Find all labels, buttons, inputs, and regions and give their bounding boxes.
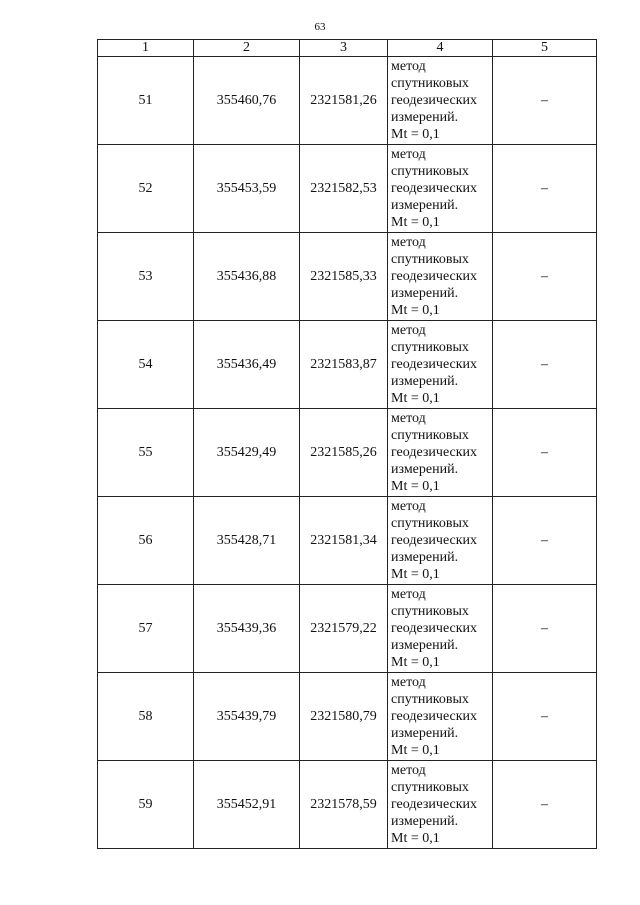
point-number-cell: 51 xyxy=(98,57,194,145)
column-5-cell: – xyxy=(493,761,597,849)
method-line: измерений. xyxy=(391,286,459,301)
method-cell xyxy=(388,585,493,673)
method-line: геодезических xyxy=(391,93,478,108)
point-number-cell: 54 xyxy=(98,321,194,409)
method-line: измерений. xyxy=(391,638,459,653)
method-cell xyxy=(388,321,493,409)
column-header-2: 2 xyxy=(194,40,300,57)
x-coordinate-cell: 355439,79 xyxy=(194,673,300,761)
table-row xyxy=(98,233,597,321)
table-row xyxy=(98,321,597,409)
method-cell xyxy=(388,673,493,761)
column-header-4: 4 xyxy=(388,40,493,57)
method-line: спутниковых xyxy=(391,340,469,355)
coordinates-table xyxy=(97,39,597,849)
y-coordinate-cell: 2321580,79 xyxy=(300,673,388,761)
point-number-cell: 53 xyxy=(98,233,194,321)
method-line: спутниковых xyxy=(391,252,469,267)
method-line: геодезических xyxy=(391,357,478,372)
method-line: спутниковых xyxy=(391,164,469,179)
method-line: Mt = 0,1 xyxy=(391,831,440,846)
method-line: Mt = 0,1 xyxy=(391,215,440,230)
column-5-cell: – xyxy=(493,585,597,673)
column-5-cell: – xyxy=(493,233,597,321)
method-line: метод xyxy=(391,235,426,250)
x-coordinate-cell: 355436,49 xyxy=(194,321,300,409)
point-number-cell: 56 xyxy=(98,497,194,585)
table-row xyxy=(98,57,597,145)
method-line: спутниковых xyxy=(391,692,469,707)
method-line: измерений. xyxy=(391,814,459,829)
y-coordinate-cell: 2321579,22 xyxy=(300,585,388,673)
column-header-3: 3 xyxy=(300,40,388,57)
method-line: геодезических xyxy=(391,181,478,196)
column-5-cell: – xyxy=(493,145,597,233)
method-line: метод xyxy=(391,411,426,426)
column-5-cell: – xyxy=(493,57,597,145)
method-line: спутниковых xyxy=(391,604,469,619)
method-line: геодезических xyxy=(391,533,478,548)
table-row xyxy=(98,673,597,761)
method-line: спутниковых xyxy=(391,428,469,443)
column-header-5: 5 xyxy=(493,40,597,57)
method-line: метод xyxy=(391,763,426,778)
point-number-cell: 52 xyxy=(98,145,194,233)
table-row xyxy=(98,585,597,673)
table-row xyxy=(98,497,597,585)
y-coordinate-cell: 2321583,87 xyxy=(300,321,388,409)
method-line: метод xyxy=(391,147,426,162)
y-coordinate-cell: 2321581,26 xyxy=(300,57,388,145)
x-coordinate-cell: 355460,76 xyxy=(194,57,300,145)
method-line: спутниковых xyxy=(391,780,469,795)
method-cell xyxy=(388,497,493,585)
point-number-cell: 57 xyxy=(98,585,194,673)
method-line: метод xyxy=(391,587,426,602)
y-coordinate-cell: 2321582,53 xyxy=(300,145,388,233)
method-line: измерений. xyxy=(391,726,459,741)
y-coordinate-cell: 2321581,34 xyxy=(300,497,388,585)
method-line: Mt = 0,1 xyxy=(391,391,440,406)
method-cell xyxy=(388,409,493,497)
method-line: измерений. xyxy=(391,110,459,125)
method-cell xyxy=(388,233,493,321)
method-line: измерений. xyxy=(391,462,459,477)
column-5-cell: – xyxy=(493,497,597,585)
table-row xyxy=(98,145,597,233)
y-coordinate-cell: 2321585,33 xyxy=(300,233,388,321)
x-coordinate-cell: 355452,91 xyxy=(194,761,300,849)
y-coordinate-cell: 2321585,26 xyxy=(300,409,388,497)
x-coordinate-cell: 355436,88 xyxy=(194,233,300,321)
method-line: Mt = 0,1 xyxy=(391,303,440,318)
table-row xyxy=(98,409,597,497)
x-coordinate-cell: 355439,36 xyxy=(194,585,300,673)
method-line: Mt = 0,1 xyxy=(391,127,440,142)
point-number-cell: 59 xyxy=(98,761,194,849)
method-line: Mt = 0,1 xyxy=(391,743,440,758)
table-row xyxy=(98,761,597,849)
column-5-cell: – xyxy=(493,673,597,761)
method-line: измерений. xyxy=(391,198,459,213)
x-coordinate-cell: 355429,49 xyxy=(194,409,300,497)
method-line: спутниковых xyxy=(391,76,469,91)
method-line: Mt = 0,1 xyxy=(391,655,440,670)
column-5-cell: – xyxy=(493,321,597,409)
point-number-cell: 55 xyxy=(98,409,194,497)
method-cell xyxy=(388,145,493,233)
column-5-cell: – xyxy=(493,409,597,497)
method-line: метод xyxy=(391,323,426,338)
table-body xyxy=(98,57,597,849)
method-line: метод xyxy=(391,59,426,74)
method-line: Mt = 0,1 xyxy=(391,567,440,582)
method-line: геодезических xyxy=(391,269,478,284)
method-line: метод xyxy=(391,499,426,514)
method-line: геодезических xyxy=(391,709,478,724)
method-line: спутниковых xyxy=(391,516,469,531)
method-cell xyxy=(388,57,493,145)
x-coordinate-cell: 355453,59 xyxy=(194,145,300,233)
y-coordinate-cell: 2321578,59 xyxy=(300,761,388,849)
method-line: Mt = 0,1 xyxy=(391,479,440,494)
method-line: геодезических xyxy=(391,621,478,636)
method-cell xyxy=(388,761,493,849)
method-line: геодезических xyxy=(391,797,478,812)
method-line: метод xyxy=(391,675,426,690)
page-number: 63 xyxy=(314,21,326,33)
method-line: измерений. xyxy=(391,550,459,565)
table-header-row xyxy=(98,40,597,57)
x-coordinate-cell: 355428,71 xyxy=(194,497,300,585)
method-line: геодезических xyxy=(391,445,478,460)
column-header-1: 1 xyxy=(98,40,194,57)
method-line: измерений. xyxy=(391,374,459,389)
point-number-cell: 58 xyxy=(98,673,194,761)
